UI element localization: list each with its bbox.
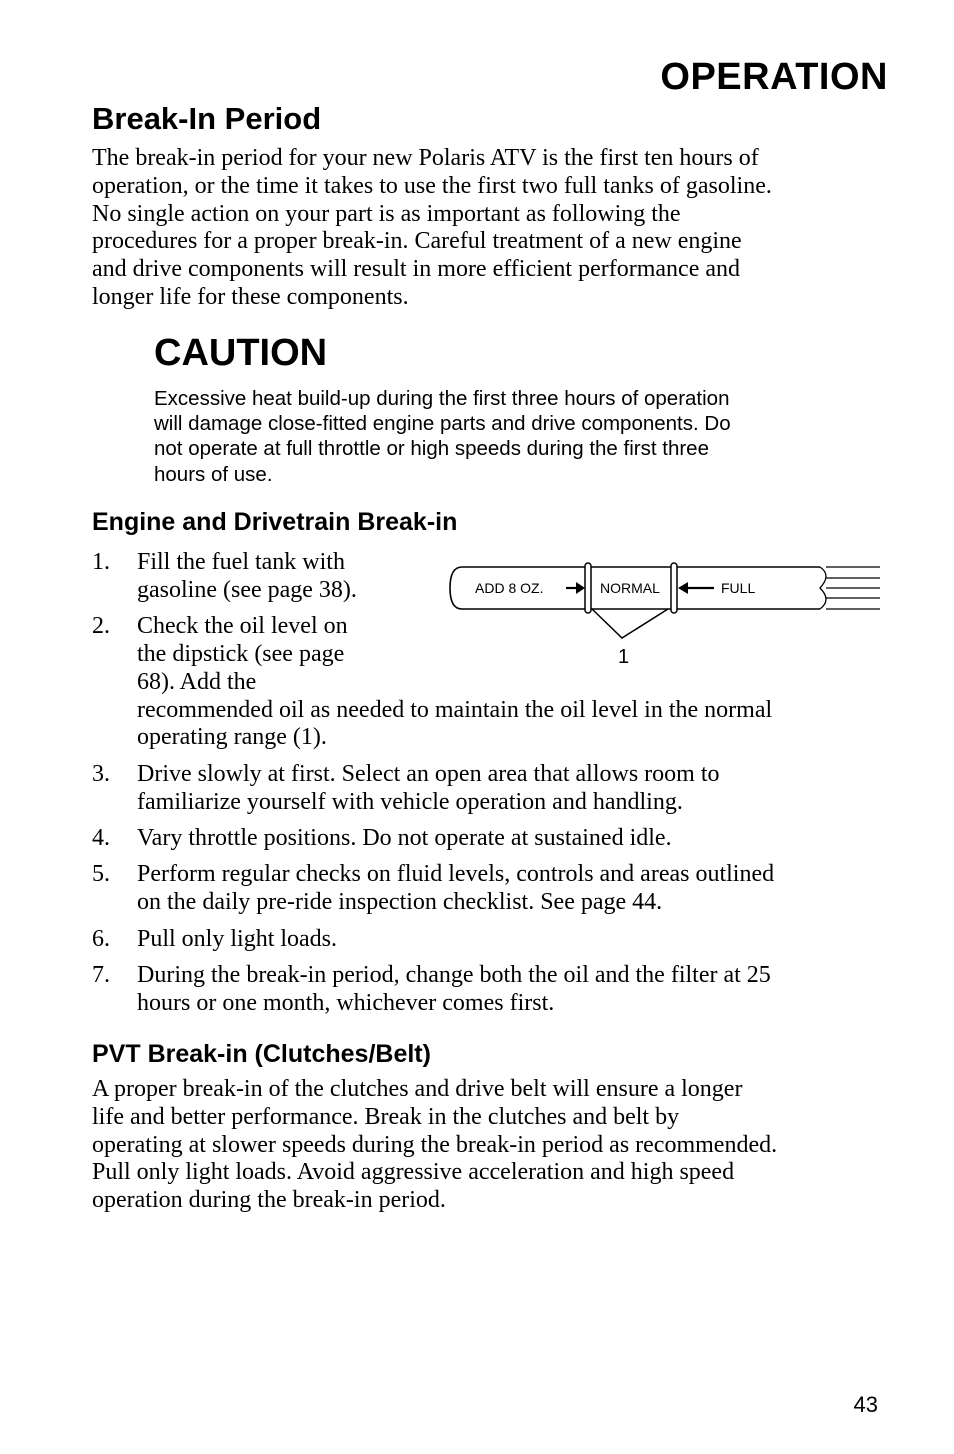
pvt-heading: PVT Break-in (Clutches/Belt) bbox=[92, 1040, 431, 1068]
page-number: 43 bbox=[853, 1392, 878, 1417]
full-arrowhead bbox=[678, 582, 688, 594]
list-item bbox=[92, 962, 892, 1018]
text-line: gasoline (see page 38). bbox=[137, 576, 357, 603]
normal-label: NORMAL bbox=[600, 580, 660, 596]
caution-title: CAUTION bbox=[154, 332, 328, 374]
text-line: hours of use. bbox=[154, 462, 273, 486]
dipstick-shaft bbox=[820, 567, 880, 609]
text-line: and drive components will result in more efficient performance and bbox=[92, 256, 740, 283]
text-line: familiarize yourself with vehicle operation and handling. bbox=[137, 788, 683, 815]
text-line: Fill the fuel tank with bbox=[137, 549, 345, 575]
step-number: 1. bbox=[92, 549, 110, 575]
break-in-heading: Break-In Period bbox=[92, 101, 322, 136]
step-number: 5. bbox=[92, 861, 110, 888]
text-line: not operate at full throttle or high speeds during the first three bbox=[154, 437, 709, 461]
text-line: Excessive heat build-up during the first three hours of operation bbox=[154, 387, 730, 410]
text-line: operation during the break-in period. bbox=[92, 1187, 446, 1214]
add-label: ADD 8 OZ. bbox=[475, 580, 544, 596]
normal-range-callout bbox=[592, 609, 668, 638]
text-line: During the break-in period, change both the oil and the filter at 25 bbox=[137, 961, 771, 988]
text-line: A proper break-in of the clutches and drive belt will ensure a longer bbox=[92, 1076, 743, 1102]
break-in-paragraph bbox=[92, 145, 892, 312]
text-line: procedures for a proper break-in. Careful treatment of a new engine bbox=[92, 228, 742, 255]
text-line: on the daily pre-ride inspection checklist. See page 44. bbox=[137, 889, 663, 916]
add-arrowhead bbox=[576, 582, 585, 594]
list-item bbox=[92, 926, 892, 954]
engine-heading: Engine and Drivetrain Break-in bbox=[92, 508, 458, 536]
text-line: Vary throttle positions. Do not operate at sustained idle. bbox=[137, 824, 672, 851]
text-line: 68). Add the bbox=[137, 668, 257, 695]
text-line: No single action on your part is as important as following the bbox=[92, 200, 681, 227]
text-line: Pull only light loads. bbox=[137, 925, 338, 952]
text-line: the dipstick (see page bbox=[137, 640, 345, 667]
text-line: operating at slower speeds during the break-in period as recommended. bbox=[92, 1131, 778, 1158]
text-line: Perform regular checks on fluid levels, controls and areas outlined bbox=[137, 861, 775, 888]
text-line: longer life for these components. bbox=[92, 283, 409, 310]
text-line: operating range (1). bbox=[137, 724, 327, 751]
list-item bbox=[92, 761, 892, 817]
text-line: Check the oil level on bbox=[137, 613, 348, 640]
text-line: operation, or the time it takes to use the first two full tanks of gasoline. bbox=[92, 172, 772, 199]
caution-text bbox=[154, 386, 874, 487]
text-line: life and better performance. Break in the clutches and belt by bbox=[92, 1103, 680, 1130]
list-item bbox=[92, 825, 892, 853]
text-line: hours or one month, whichever comes first. bbox=[137, 989, 555, 1016]
callout-number: 1 bbox=[618, 646, 630, 668]
step-number: 7. bbox=[92, 961, 110, 988]
text-line: The break-in period for your new Polaris ATV is the first ten hours of bbox=[92, 145, 759, 171]
text-line: will damage close-fitted engine parts and drive components. Do bbox=[154, 412, 731, 436]
list-item bbox=[92, 861, 892, 917]
step-number: 6. bbox=[92, 925, 110, 952]
step-number: 4. bbox=[92, 824, 110, 851]
full-mark bbox=[671, 563, 677, 613]
section-title: OPERATION bbox=[660, 56, 888, 98]
text-line: Pull only light loads. Avoid aggressive acceleration and high speed bbox=[92, 1159, 735, 1186]
text-line: recommended oil as needed to maintain the oil level in the normal bbox=[137, 696, 773, 723]
step-number: 3. bbox=[92, 760, 110, 787]
pvt-paragraph bbox=[92, 1076, 892, 1215]
step-number: 2. bbox=[92, 613, 110, 640]
add-mark bbox=[585, 563, 591, 613]
dipstick-diagram bbox=[442, 560, 882, 670]
text-line: Drive slowly at first. Select an open area that allows room to bbox=[137, 760, 720, 787]
full-label: FULL bbox=[721, 580, 756, 596]
